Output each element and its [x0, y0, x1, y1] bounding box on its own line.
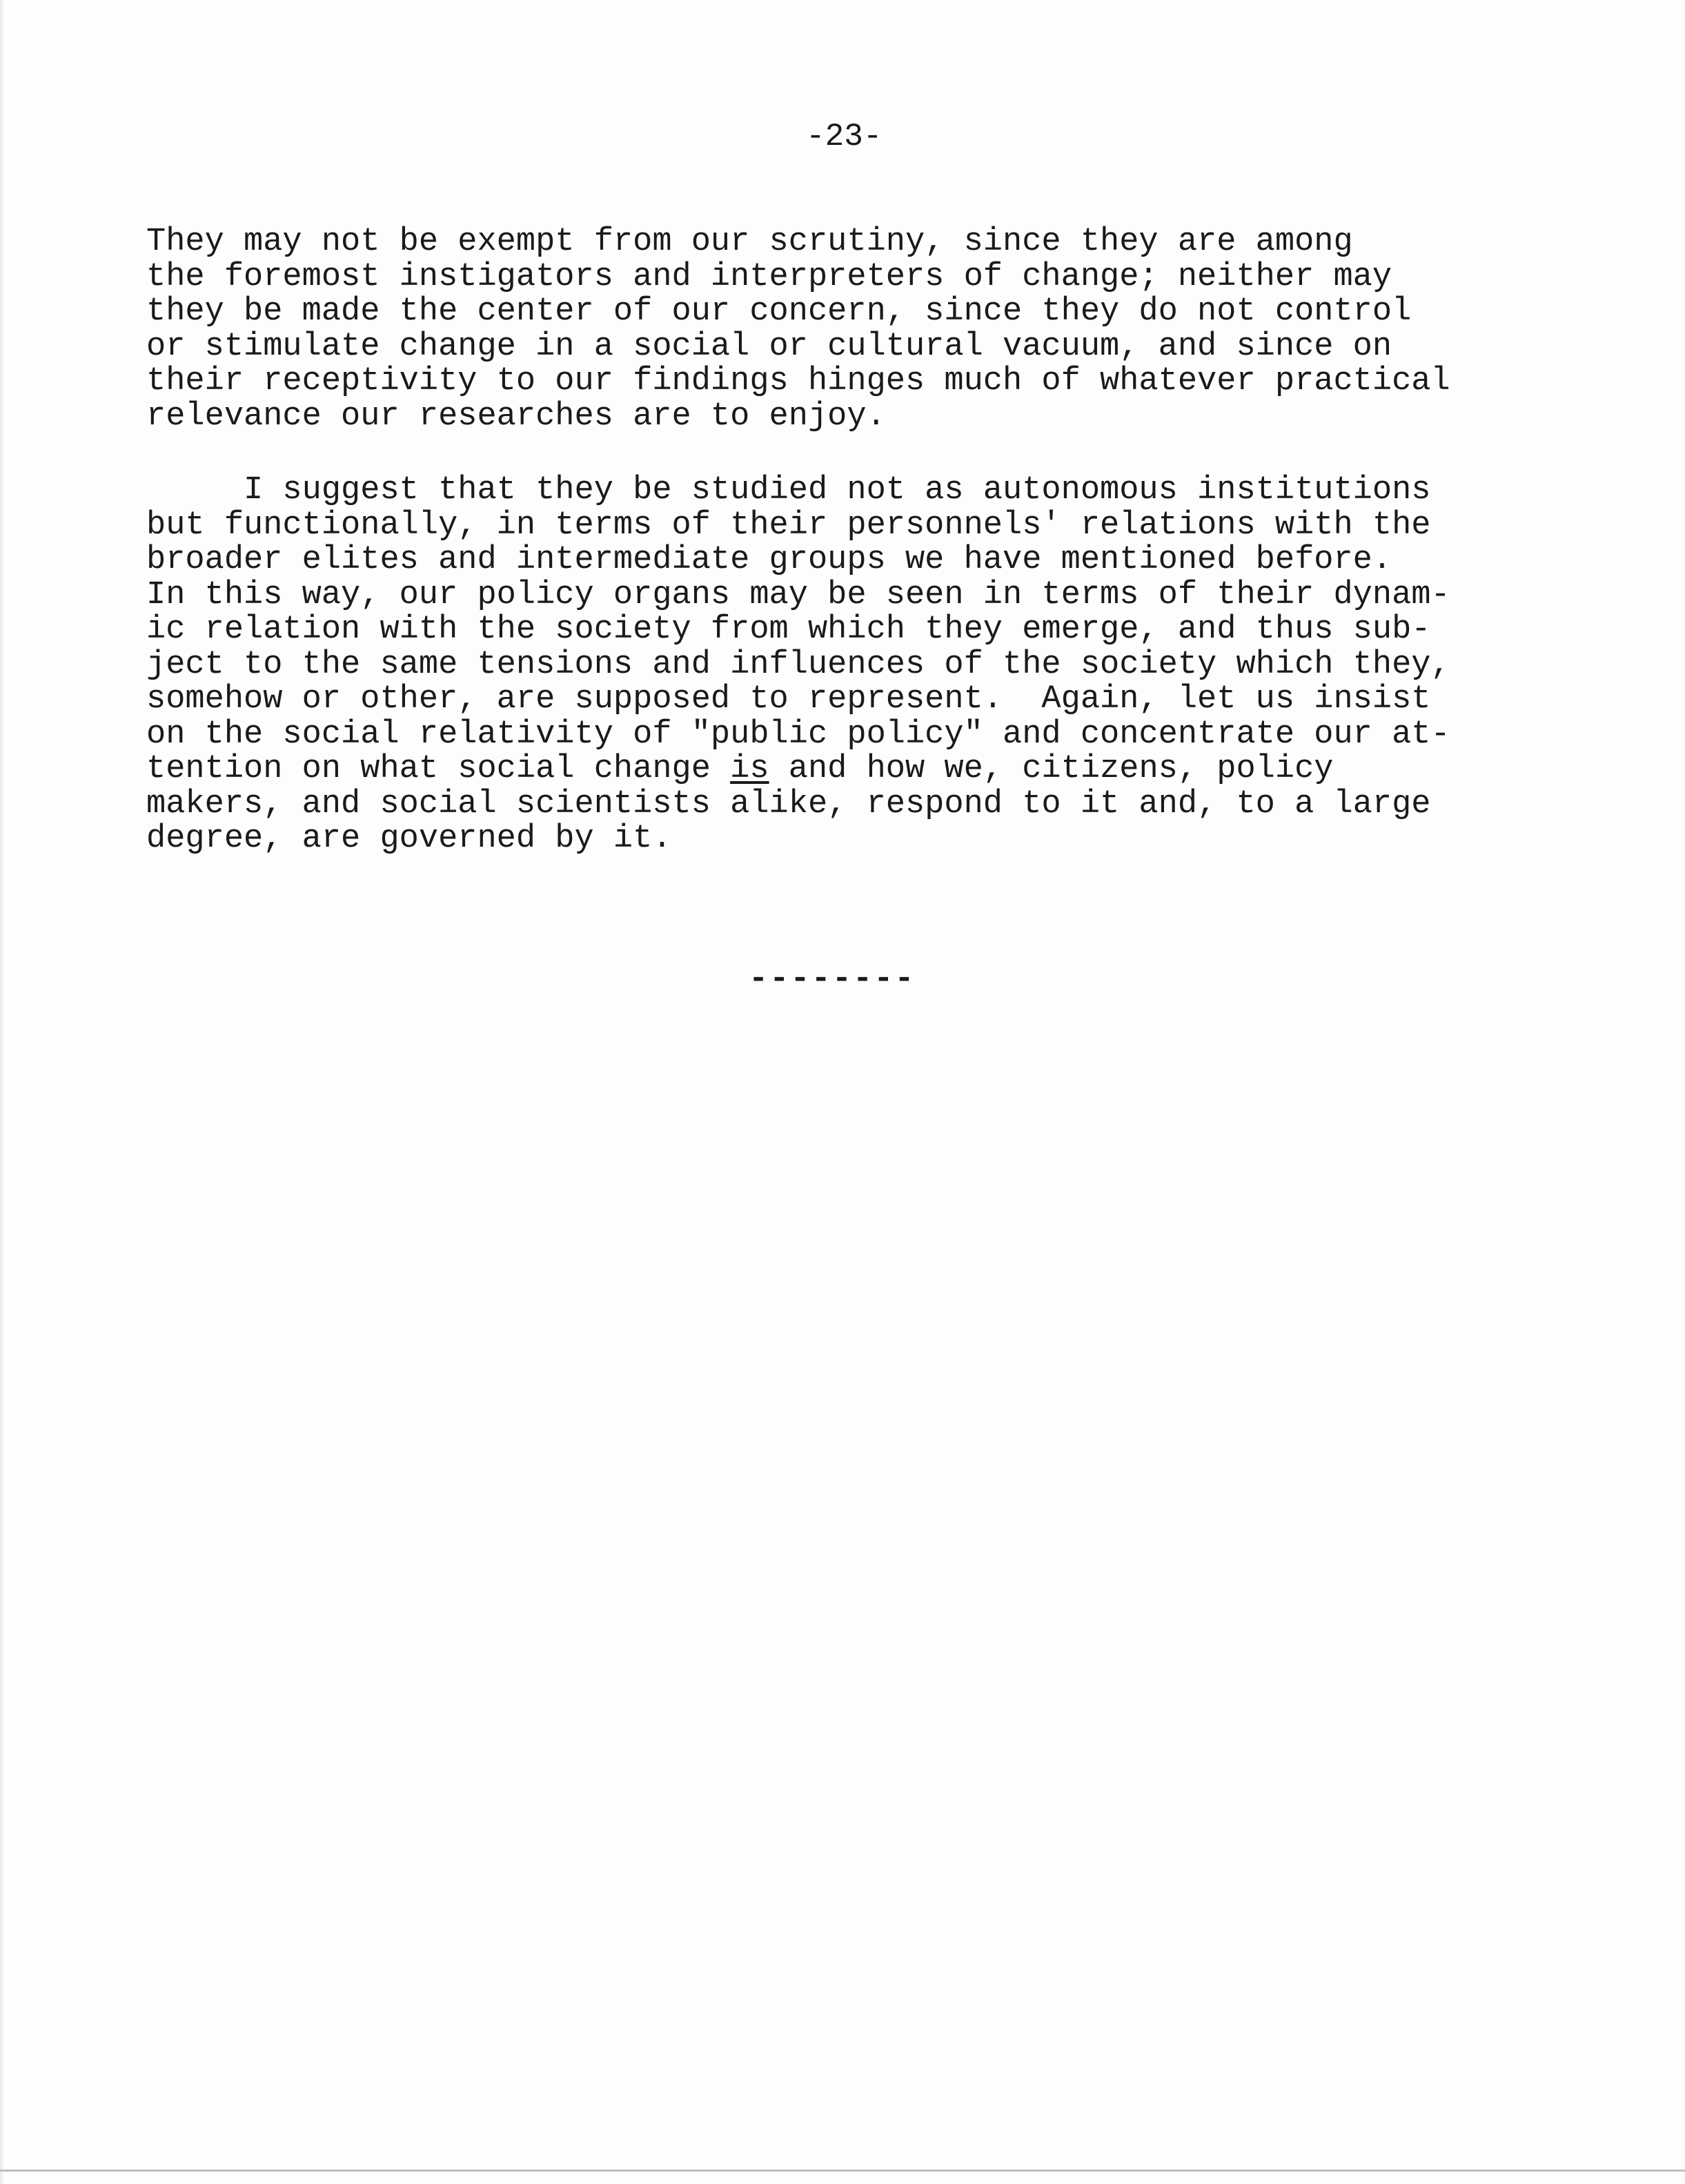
text-line: In this way, our policy organs may be seen in terms of their dynam-	[146, 576, 1450, 613]
text-segment: and how we, citizens, policy	[769, 751, 1334, 787]
page-number: -23-	[806, 119, 883, 155]
text-line: ject to the same tensions and influences of the society which they,	[146, 646, 1450, 683]
underlined-word: is	[730, 751, 769, 787]
scan-edge-left	[0, 0, 4, 2184]
end-rule: --------	[749, 961, 916, 998]
text-line: on the social relativity of "public policy" and concentrate our at-	[146, 716, 1450, 753]
text-line: their receptivity to our findings hinges much of whatever practical	[146, 363, 1450, 400]
text-line: the foremost instigators and interpreters of change; neither may	[146, 258, 1392, 295]
text-line: or stimulate change in a social or cultural vacuum, and since on	[146, 328, 1392, 365]
text-line: ic relation with the society from which they emerge, and thus sub-	[146, 611, 1431, 648]
scan-edge-bottom	[0, 2170, 1685, 2172]
text-line: relevance our researches are to enjoy.	[146, 397, 886, 435]
text-line: makers, and social scientists alike, respond to it and, to a large	[146, 785, 1431, 823]
text-line: they be made the center of our concern, since they do not control	[146, 293, 1412, 330]
text-line: but functionally, in terms of their personnels' relations with the	[146, 506, 1431, 544]
text-line-with-emphasis	[146, 752, 1450, 787]
text-line: degree, are governed by it.	[146, 820, 672, 857]
text-line: somehow or other, are supposed to represent. Again, let us insist	[146, 681, 1431, 718]
paragraph-2	[146, 473, 1450, 857]
text-line: They may not be exempt from our scrutiny, since they are among	[146, 224, 1353, 260]
paragraph-1	[146, 225, 1450, 434]
text-line: I suggest that they be studied not as autonomous institutions	[146, 472, 1431, 509]
text-line: broader elites and intermediate groups we have mentioned before.	[146, 542, 1392, 578]
text-segment: tention on what social change	[146, 751, 731, 787]
